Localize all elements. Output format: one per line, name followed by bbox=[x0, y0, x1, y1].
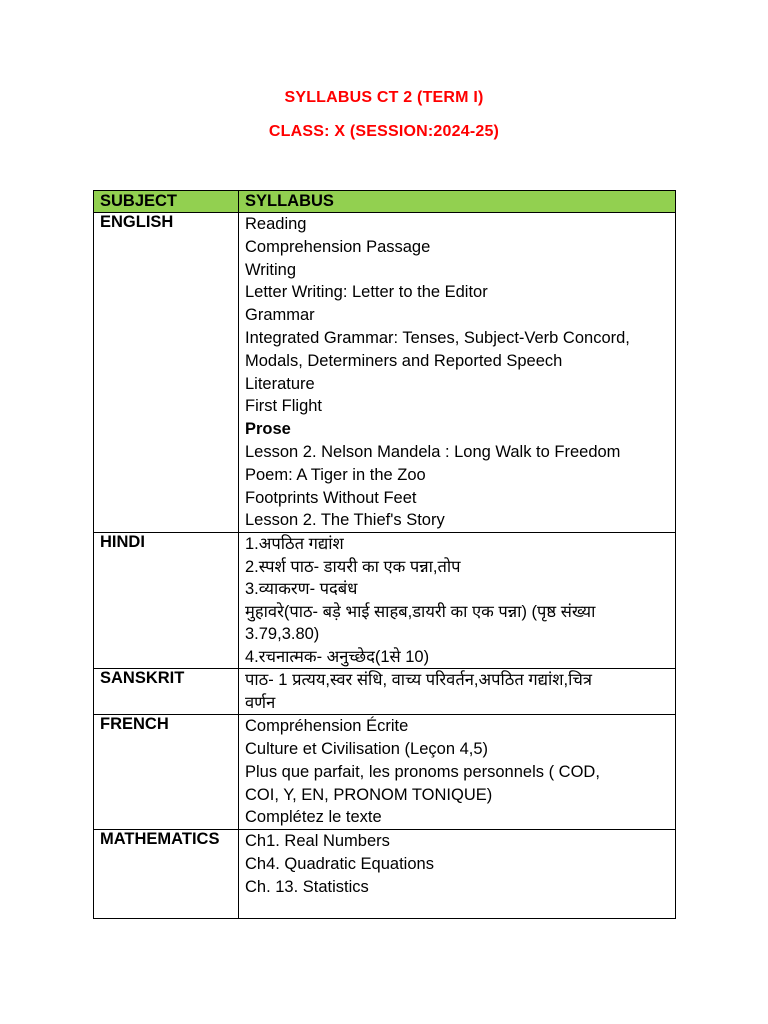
syllabus-line: Literature bbox=[245, 374, 315, 393]
syllabus-cell bbox=[239, 213, 676, 533]
syllabus-line: Culture et Civilisation (Leçon 4,5) bbox=[245, 739, 489, 758]
syllabus-line: मुहावरे(पाठ- बड़े भाई साहब,डायरी का एक पन्ना) (पृष्ठ संख्या bbox=[245, 602, 596, 621]
syllabus-line: 1.अपठित गद्यांश bbox=[245, 535, 344, 554]
syllabus-cell bbox=[239, 533, 676, 669]
syllabus-line: Lesson 2. Nelson Mandela : Long Walk to Freedom bbox=[245, 442, 621, 461]
syllabus-line: Footprints Without Feet bbox=[245, 488, 417, 507]
syllabus-line: Complétez le texte bbox=[245, 808, 382, 827]
table-row-hindi bbox=[94, 533, 676, 669]
syllabus-line: Lesson 2. The Thief's Story bbox=[245, 511, 445, 530]
syllabus-cell bbox=[239, 830, 676, 919]
table-header-row bbox=[94, 191, 676, 213]
syllabus-line: Letter Writing: Letter to the Editor bbox=[245, 283, 488, 302]
document-subtitle: CLASS: X (SESSION:2024-25) bbox=[268, 123, 500, 140]
syllabus-line: 3.79,3.80) bbox=[245, 625, 320, 644]
subject-cell: HINDI bbox=[94, 533, 239, 669]
syllabus-line: Ch4. Quadratic Equations bbox=[245, 854, 434, 873]
syllabus-line: Compréhension Écrite bbox=[245, 717, 409, 736]
syllabus-line: Writing bbox=[245, 260, 297, 279]
table-row-mathematics bbox=[94, 830, 676, 919]
syllabus-line: Integrated Grammar: Tenses, Subject-Verb Concord, bbox=[245, 328, 630, 347]
document-title: SYLLABUS CT 2 (TERM I) bbox=[284, 89, 484, 106]
subject-cell: SANSKRIT bbox=[94, 669, 239, 715]
table-row-english bbox=[94, 213, 676, 533]
syllabus-line: Poem: A Tiger in the Zoo bbox=[245, 465, 426, 484]
syllabus-line: Ch1. Real Numbers bbox=[245, 832, 390, 851]
syllabus-line: Comprehension Passage bbox=[245, 237, 431, 256]
table-row-sanskrit bbox=[94, 669, 676, 715]
syllabus-line-heading: Prose bbox=[245, 420, 291, 439]
syllabus-line: First Flight bbox=[245, 397, 323, 416]
syllabus-line: 4.रचनात्मक- अनुच्छेद(1से 10) bbox=[245, 647, 430, 666]
syllabus-line: COI, Y, EN, PRONOM TONIQUE) bbox=[245, 785, 493, 804]
syllabus-line: Reading bbox=[245, 215, 307, 233]
syllabus-line: वर्णन bbox=[245, 693, 276, 712]
syllabus-line: Modals, Determiners and Reported Speech bbox=[245, 351, 563, 370]
header-syllabus: SYLLABUS bbox=[239, 191, 676, 213]
syllabus-line: Grammar bbox=[245, 306, 315, 325]
syllabus-line: 2.स्पर्श पाठ- डायरी का एक पन्ना,तोप bbox=[245, 557, 461, 576]
subject-cell: FRENCH bbox=[94, 715, 239, 830]
subject-cell: ENGLISH bbox=[94, 213, 239, 533]
syllabus-cell bbox=[239, 669, 676, 715]
syllabus-line: पाठ- 1 प्रत्यय,स्वर संधि, वाच्य परिवर्तन,अपठित गद्यांश,चित्र bbox=[245, 671, 592, 690]
subject-cell: MATHEMATICS bbox=[94, 830, 239, 919]
syllabus-line: Ch. 13. Statistics bbox=[245, 877, 369, 896]
table-row-french bbox=[94, 715, 676, 830]
syllabus-table bbox=[93, 190, 676, 919]
syllabus-line: Plus que parfait, les pronoms personnels ( COD, bbox=[245, 762, 600, 781]
syllabus-cell bbox=[239, 715, 676, 830]
header-subject: SUBJECT bbox=[94, 191, 239, 213]
syllabus-line: 3.व्याकरण- पदबंध bbox=[245, 580, 358, 599]
